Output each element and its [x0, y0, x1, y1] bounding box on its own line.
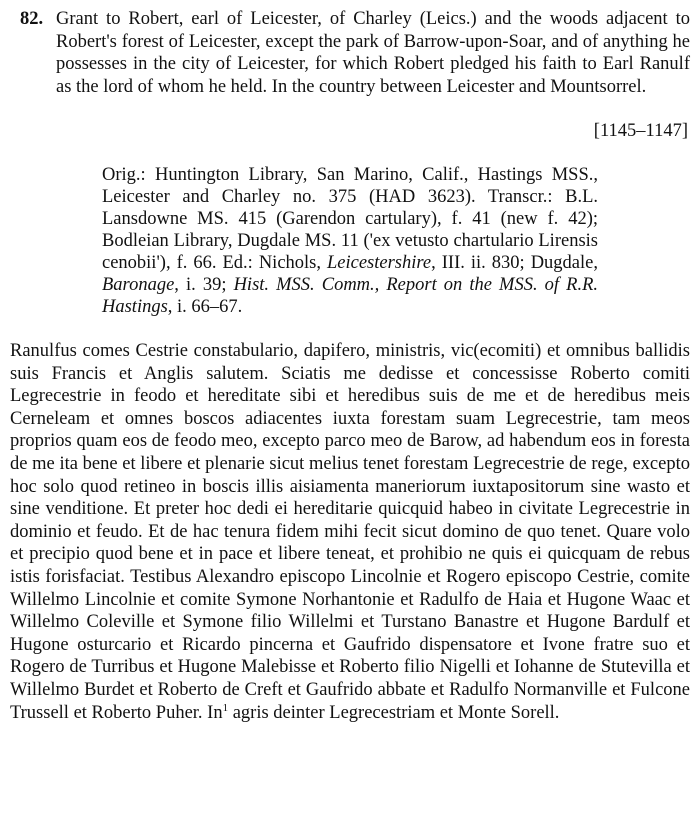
sources-italic-3: Hist. MSS. Comm., Report on the MSS. of R.R. Hastings	[102, 275, 598, 317]
sources-text-3: , i. 39;	[174, 275, 234, 295]
entry-summary: Grant to Robert, earl of Leicester, of Charley (Leics.) and the woods adjacent to Robert's forest of Leicester, except the park of Barrow-upon-Soar, and of anything he possesses in the city of Leicester, for which Robert pledged his faith to Earl Ranulf as the lord of whom he held. In the country between Leicester and Mountsorrel.	[56, 9, 690, 97]
sources-note	[102, 164, 598, 318]
charter-ending: agris deinter Legrecestriam et Monte Sorell.	[228, 702, 560, 723]
sources-text-2: , III. ii. 830; Dugdale,	[431, 253, 598, 273]
charter-text	[10, 340, 690, 724]
charter-body: Ranulfus comes Cestrie constabulario, dapifero, ministris, vic(ecomiti) et omnibus ballidis suis Francis et Anglis salutem. Sciatis me dedisse et concessisse Roberto comiti Legrecestrie in feodo et hereditate sibi et heredibus suis de me et de heredibus meis Cerneleam et omnes boscos adiacentes iuxta forestam suam Legrecestrie, tam meos proprios quam eos de feodo meo, excepto parco meo de Barow, ad habendum eos in foresta de me ita bene et libere et plenarie sicut melius tenet forestam Legrecestrie de rege, excepto hoc solo quod retineo in boscis illis aisiamenta maneriorum iuxtapositorum sine wasto et sine venditione. Et preter hoc dedi ei hereditarie quicquid habeo in civitate Legrecestrie in dominio et feudo. Et de hac tenura fidem mihi fecit sicut domino de quo tenet. Quare volo et precipio quod bene et in pace et libere teneat, et prohibio ne quis ei quicquam de rebus istis forisfaciat. Testibus Alexandro episcopo Lincolnie et Rogero episcopo Cestrie, comite Willelmo Lincolnie et comite Symone Norhantonie et Radulfo de Haia et Hugone Waac et Willelmo Coleville et Symone filio Willelmi et Turstano Banastre et Hugone Bardulf et Hugone osturcario et Ricardo pincerna et Gaufrido dispensatore et Ivone fratre suo et Rogero de Turribus et Hugone Malebisse et Roberto filio Nigelli et Iohanne de Stutevilla et Willelmo Burdet et Roberto de Creft et Gaufrido abbate et Radulfo Normanville et Fulcone Trussell et Roberto Puher. In	[10, 341, 690, 723]
entry-date: [1145–1147]	[593, 121, 688, 141]
entry-number: 82.	[20, 9, 44, 29]
sources-italic-1: Leicestershire	[327, 253, 432, 273]
sources-text-1: Orig.: Huntington Library, San Marino, Calif., Hastings MSS., Leicester and Charley no. 375 (HAD 3623). Transcr.: B.L. Lansdowne MS. 415 (Garendon cartulary), f. 41 (new f. 42); Bodleian Library, Dugdale MS. 11 ('ex vetusto chartulario Lirensis cenobii'), f. 66. Ed.: Nichols,	[102, 165, 598, 273]
sources-text-4: , i. 66–67.	[167, 297, 243, 317]
sources-italic-2: Baronage	[102, 275, 175, 295]
footnote-marker: 1	[222, 701, 229, 714]
entry-header	[10, 8, 690, 98]
